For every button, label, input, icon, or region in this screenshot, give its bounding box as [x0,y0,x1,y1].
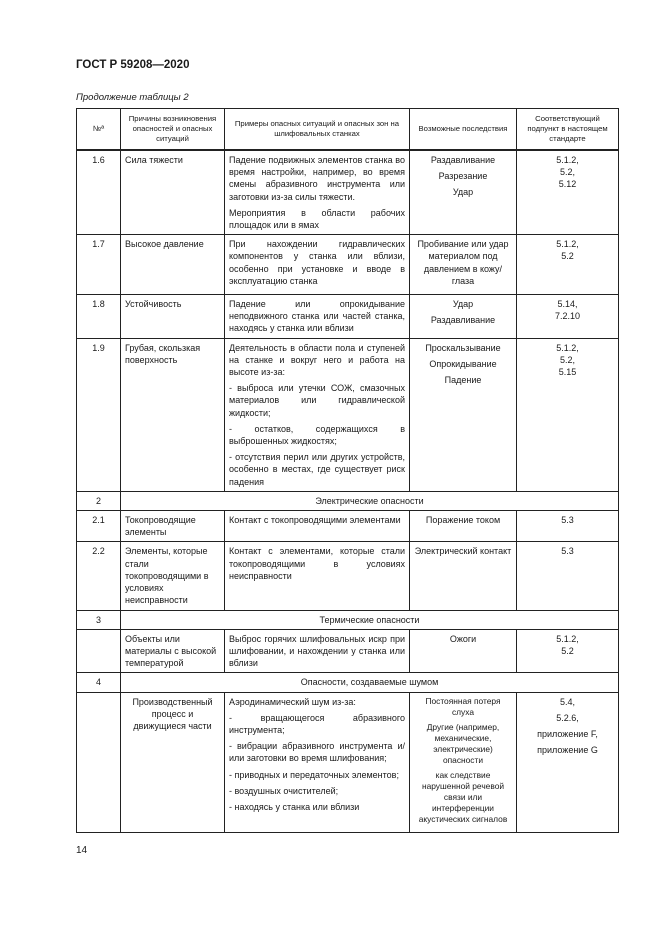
example-text: Падение или опрокидывание неподвижного станка или частей станка, находясь у станка или вблизи [229,299,405,334]
col-header-causes: Причины возникновения опасностей и опасных ситуаций [121,109,225,151]
row-number: 2.1 [77,511,121,542]
row-cause: Производственный процесс и движущиеся части [121,692,225,832]
section-title: Электрические опасности [121,491,619,510]
row-consequences [410,338,517,491]
row-examples [225,338,410,491]
col-header-examples: Примеры опасных ситуаций и опасных зон на шлифовальных станках [225,109,410,151]
table-row [77,235,619,295]
example-text: Выброс горячих шлифовальных искр при шлифовании, и нахождении у станка или вблизи [229,633,405,669]
reference-text: 5.4, [559,696,575,707]
example-text: При нахождении гидравлических компонентов у станка или вблизи, особенно при установке и вводе в эксплуатацию станка [229,239,405,286]
example-text: - воздушных очистителей; [229,785,339,796]
section-number: 3 [77,610,121,629]
reference-text: 5.1.2, [556,633,579,644]
consequence-text: Ожоги [449,633,477,644]
consequence-text: Постоянная потеря слуха [425,695,501,717]
table-header-row [77,109,619,151]
row-consequences [410,295,517,339]
consequence-text: Другие (например, механические, электрические) опасности [426,721,500,765]
table-row [77,338,619,491]
table-row [77,629,619,673]
reference-text: 5.1.2, [556,155,579,165]
example-text: - вращающегося абразивного инструмента; [229,712,405,735]
section-title: Опасности, создаваемые шумом [121,673,619,692]
row-examples [225,511,410,542]
row-number: 1.7 [77,235,121,295]
section-title: Термические опасности [121,610,619,629]
row-consequences [410,542,517,610]
consequence-text: Пробивание или удар материалом под давлением в кожу/глаза [417,239,509,286]
consequence-text: Разрезание [438,171,488,182]
row-consequences [410,629,517,673]
consequence-text: Удар [452,187,474,198]
row-number: 1.9 [77,338,121,491]
row-examples [225,692,410,832]
row-reference [517,295,619,339]
table-row [77,150,619,235]
table-row [77,295,619,339]
row-reference [517,692,619,832]
consequence-text: Раздавливание [430,315,496,326]
example-text: - отсутствия перил или других устройств, особенно в местах, где существует риск падения [229,452,405,487]
row-cause: Высокое давление [121,235,225,295]
consequence-text: Удар [452,299,474,310]
table-row [77,692,619,832]
example-text: Падение подвижных элементов станка во время настройки, например, во время смены абразивного инструмента или заготовки из-за силы тяжести. [229,155,405,202]
example-text: - приводных и передаточных элементов; [229,769,399,780]
reference-text: 5.15 [558,367,577,378]
hazards-table [76,108,619,833]
reference-text: приложение G [537,745,598,756]
example-text: Контакт с токопроводящими элементами [229,515,401,526]
row-cause: Сила тяжести [121,150,225,235]
row-consequences [410,692,517,832]
reference-text: 5.14, [557,299,578,310]
row-consequences [410,235,517,295]
col-header-number: №ª [77,109,121,151]
row-examples [225,235,410,295]
row-number: 2.2 [77,542,121,610]
row-reference [517,542,619,610]
reference-text: 5.2 [561,645,574,656]
row-examples [225,295,410,339]
reference-text: 5.3 [561,515,574,526]
row-examples [225,629,410,673]
col-header-consequences: Возможные последствия [410,109,517,151]
consequence-text: Поражение током [425,515,501,526]
row-examples [225,150,410,235]
row-number [77,692,121,832]
row-consequences [410,511,517,542]
row-reference [517,150,619,235]
reference-text: 5.1.2, [556,342,579,353]
reference-text: приложение F, [537,728,598,739]
consequence-text: Падение [444,375,482,386]
section-row [77,673,619,692]
example-text: Деятельность в области пола и ступеней на станке и вокруг него и работа на высоте из-за: [229,342,405,378]
reference-text: 5.2, [559,354,575,365]
section-row [77,610,619,629]
example-text: Контакт с элементами, которые стали токопроводящими в условиях неисправности [229,546,405,581]
section-row [77,491,619,510]
row-consequences [410,150,517,235]
row-reference [517,338,619,491]
row-reference [517,235,619,295]
section-number: 2 [77,491,121,510]
reference-text: 5.2 [561,251,574,262]
consequence-text: Опрокидывание [429,358,497,369]
row-examples [225,542,410,610]
reference-text: 5.2, [559,167,575,178]
reference-text: 5.1.2, [556,239,579,250]
row-cause: Грубая, скользкая поверхность [121,338,225,491]
example-text: - выброса или утечки СОЖ, смазочных материалов или гидравлической жидкости; [229,383,405,418]
row-number: 1.6 [77,150,121,235]
row-reference [517,629,619,673]
reference-text: 5.3 [561,546,574,557]
reference-text: 7.2.10 [554,311,581,322]
row-number: 1.8 [77,295,121,339]
example-text: - вибрации абразивного инструмента и/или заготовки во время шлифования; [229,741,405,764]
section-number: 4 [77,673,121,692]
example-text: - находясь у станка или вблизи [229,801,360,812]
consequence-text: Проскальзывание [425,342,501,353]
example-text: - остатков, содержащихся в выброшенных жидкостях; [229,423,405,447]
table-row [77,511,619,542]
consequence-text: Электрический контакт [414,546,512,557]
table-caption: Продолжение таблицы 2 [76,92,189,103]
row-cause: Токопроводящие элементы [121,511,225,542]
consequence-text: Раздавливание [430,155,496,165]
col-header-reference: Соответствующий подпункт в настоящем стандарте [517,109,619,151]
reference-text: 5.2.6, [556,712,579,723]
row-reference [517,511,619,542]
document-title: ГОСТ Р 59208—2020 [76,59,190,71]
row-cause: Объекты или материалы с высокой температурой [121,629,225,673]
reference-text: 5.12 [558,179,577,190]
page-number: 14 [76,845,88,856]
row-cause: Элементы, которые стали токопроводящими в условиях неисправности [121,542,225,610]
row-number [77,629,121,673]
example-text: Мероприятия в области рабочих площадок или в ямах [229,207,405,231]
row-cause: Устойчивость [121,295,225,339]
example-text: Аэродинамический шум из-за: [229,696,356,707]
table-row [77,542,619,610]
consequence-text: как следствие нарушенной речевой связи или интерференции акустических сигналов [418,769,508,824]
